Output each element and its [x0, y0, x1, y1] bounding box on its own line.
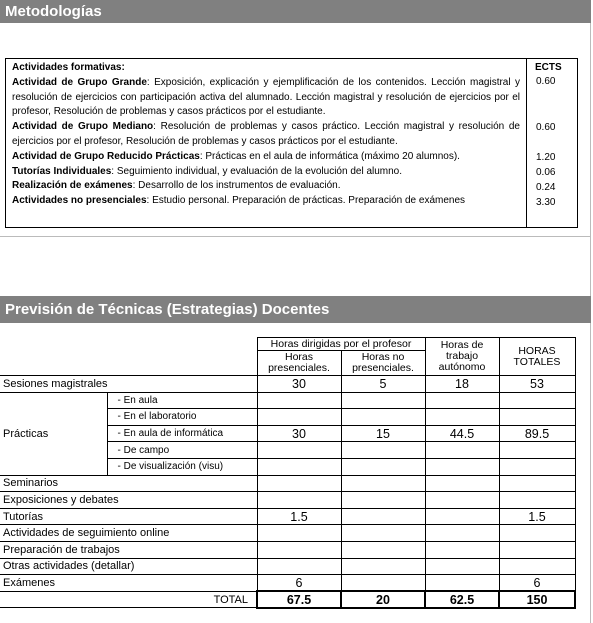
total-label: TOTAL — [0, 591, 257, 608]
ects-value: 3.30 — [536, 197, 556, 208]
cell-presenciales: 1.5 — [257, 508, 341, 525]
activity-grupo-reducido: Actividad de Grupo Reducido Prácticas: Prácticas en el aula de informática (máximo 20 alumnos). — [12, 150, 460, 162]
activity-grupo-grande: Actividad de Grupo Grande: Exposición, explicación y ejemplificación de los contenidos. Lección magistral y resolución de ejercicios con participación activa del alumnado. Lección magistral y resolución de ejercicios por el profesor, Resolución de problemas y casos prácticos por el estudiante. — [12, 76, 520, 118]
ects-column — [528, 59, 577, 227]
row-label-practicas: Prácticas — [0, 392, 107, 475]
row-label: Tutorías — [0, 508, 257, 525]
total-presenciales: 67.5 — [257, 591, 341, 608]
tecnicas-table — [0, 337, 576, 609]
page-border-right — [590, 23, 591, 296]
header-no-presenciales: Horas no presenciales. — [341, 351, 425, 376]
cell-totales: 89.5 — [499, 425, 575, 442]
cell-autonomo: 44.5 — [425, 425, 499, 442]
table-row — [0, 508, 575, 525]
ects-value: 0.60 — [536, 76, 556, 87]
row-label: Otras actividades (detallar) — [0, 558, 257, 575]
total-row — [0, 591, 575, 608]
activity-no-presenciales: Actividades no presenciales: Estudio personal. Preparación de prácticas. Preparación de exámenes — [12, 195, 466, 207]
cell-presenciales: 30 — [257, 425, 341, 442]
table-row — [0, 541, 575, 558]
total-no-presenciales: 20 — [341, 591, 425, 608]
row-sublabel: - En el laboratorio — [107, 409, 257, 426]
row-label: Actividades de seguimiento online — [0, 525, 257, 542]
tecnicas-header — [0, 296, 591, 323]
header-autonomo: Horas de trabajo autónomo — [425, 338, 499, 376]
cell-totales: 6 — [499, 575, 575, 592]
ects-value: 1.20 — [536, 152, 556, 163]
table-row — [0, 376, 575, 393]
activity-grupo-mediano: Actividad de Grupo Mediano: Resolución de problemas y casos práctico. Lección magistral y resolución de ejercicios por el profesor, Resolución de problemas y casos prácticos por el estudiante. — [12, 121, 520, 147]
table-header-row — [0, 338, 575, 351]
table-row — [0, 525, 575, 542]
ects-value: 0.24 — [536, 182, 556, 193]
header-totales: HORAS TOTALES — [499, 338, 575, 376]
header-presenciales: Horas presenciales. — [257, 351, 341, 376]
table-row — [0, 492, 575, 509]
tecnicas-title: Previsión de Técnicas (Estrategias) Docentes — [5, 301, 330, 318]
row-label: Preparación de trabajos — [0, 541, 257, 558]
row-label: Sesiones magistrales — [0, 376, 257, 393]
section-divider — [0, 236, 591, 237]
row-sublabel: - En aula de informática — [107, 425, 257, 442]
table-row — [0, 575, 575, 592]
metodologias-title: Metodologías — [5, 3, 102, 20]
cell-no-presenciales: 5 — [341, 376, 425, 393]
row-label: Seminarios — [0, 475, 257, 492]
table-row — [0, 475, 575, 492]
table-row — [0, 558, 575, 575]
cell-no-presenciales: 15 — [341, 425, 425, 442]
page-border-right-2 — [590, 323, 591, 623]
cell-totales: 1.5 — [499, 508, 575, 525]
header-horas-dirigidas: Horas dirigidas por el profesor — [257, 338, 425, 351]
total-totales: 150 — [499, 591, 575, 608]
metodologias-header — [0, 0, 591, 23]
activities-box — [5, 58, 578, 228]
row-label: Exposiciones y debates — [0, 492, 257, 509]
activities-text — [6, 59, 527, 227]
row-label: Exámenes — [0, 575, 257, 592]
ects-value: 0.60 — [536, 122, 556, 133]
row-sublabel: - De visualización (visu) — [107, 458, 257, 475]
cell-presenciales: 30 — [257, 376, 341, 393]
table-row — [0, 392, 575, 409]
total-autonomo: 62.5 — [425, 591, 499, 608]
row-sublabel: - De campo — [107, 442, 257, 459]
activity-tutorias: Tutorías Individuales: Seguimiento individual, y evaluación de la evolución del alumno. — [12, 165, 403, 177]
cell-totales: 53 — [499, 376, 575, 393]
ects-value: 0.06 — [536, 167, 556, 178]
cell-autonomo: 18 — [425, 376, 499, 393]
header-empty — [0, 338, 257, 376]
cell-presenciales: 6 — [257, 575, 341, 592]
activities-heading: Actividades formativas: — [12, 62, 125, 73]
ects-heading: ECTS — [535, 62, 562, 73]
row-sublabel: - En aula — [107, 392, 257, 409]
activity-examenes: Realización de exámenes: Desarrollo de los instrumentos de evaluación. — [12, 180, 341, 192]
